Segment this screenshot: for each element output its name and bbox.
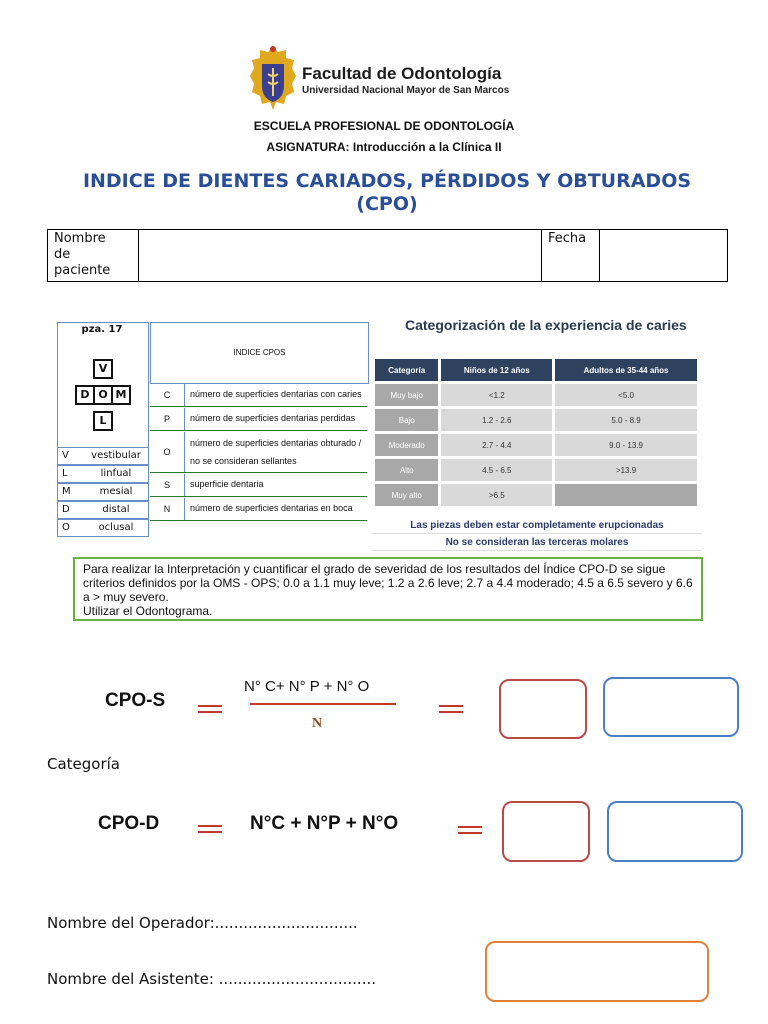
name-label-1: Nombre <box>54 231 106 246</box>
subject-name: ASIGNATURA: Introducción a la Clínica II <box>266 140 502 154</box>
cpod-expression: N°C + N°P + N°O <box>250 813 399 834</box>
caries-header: Niños de 12 años <box>441 359 552 381</box>
cpod-label: CPO-D <box>98 813 160 834</box>
cpos-row: O número de superficies dentarias obturado / no se consideran sellantes <box>150 432 367 473</box>
patient-table <box>47 229 728 282</box>
title-line-1: INDICE DE DIENTES CARIADOS, PÉRDIDOS Y OBTURADOS <box>82 170 692 192</box>
surface-d: D <box>75 385 95 405</box>
legend-row: O oclusal <box>57 519 149 537</box>
school-name: ESCUELA PROFESIONAL DE ODONTOLOGÍA <box>253 119 515 133</box>
cpos-numerator: N° C+ N° P + N° O <box>244 678 370 695</box>
instructions-box <box>73 557 703 621</box>
surface-l: L <box>93 411 113 431</box>
university-name: Universidad Nacional Mayor de San Marcos <box>302 85 510 96</box>
fraction-line <box>250 703 396 705</box>
signature-box[interactable] <box>485 941 709 1002</box>
caries-table-title: Categorización de la experiencia de caries <box>405 317 687 333</box>
cpos-row: N número de superficies dentarias en boca <box>150 498 367 521</box>
caries-note-1: Las piezas deben estar completamente erupcionadas <box>410 520 664 531</box>
cpos-row: P número de superficies dentarias perdidas <box>150 408 367 431</box>
cpod-category-box[interactable] <box>607 801 743 862</box>
surface-o: O <box>93 385 113 405</box>
table-row: Moderado 2.7 - 4.4 9.0 - 13.9 <box>375 434 697 456</box>
date-label-cell: Fecha <box>542 230 600 282</box>
equals-sign <box>195 822 225 836</box>
divider <box>372 550 702 551</box>
table-row: Alto 4.5 - 6.5 >13.9 <box>375 459 697 481</box>
surface-v: V <box>93 359 113 379</box>
operator-name: Nombre del Operador:.............................. <box>47 914 358 932</box>
name-value-cell[interactable] <box>139 230 542 282</box>
caries-table <box>372 356 700 509</box>
legend-row: V vestibular <box>57 447 149 465</box>
name-label-3: paciente <box>54 263 111 278</box>
table-row: Bajo 1.2 - 2.6 5.0 - 8.9 <box>375 409 697 431</box>
name-label-cell <box>48 230 139 282</box>
faculty-name: Facultad de Odontología <box>302 64 502 83</box>
table-row: Muy alto >6.5 <box>375 484 697 506</box>
equals-sign <box>455 823 485 837</box>
assistant-name: Nombre del Asistente: ................................. <box>47 970 377 988</box>
cpos-index-title: INDICE CPOS <box>150 322 369 384</box>
surface-m: M <box>111 385 131 405</box>
name-label-2: de <box>54 247 71 262</box>
page-title <box>0 170 768 216</box>
legend-row: M mesial <box>57 483 149 501</box>
cpos-label: CPO-S <box>105 690 166 711</box>
cpos-result-box[interactable] <box>499 679 587 739</box>
cpos-row: C número de superficies dentarias con caries <box>150 384 367 407</box>
legend-row: D distal <box>57 501 149 519</box>
caries-header: Adultos de 35-44 años <box>555 359 697 381</box>
equals-sign <box>436 702 466 716</box>
caries-header: Categoría <box>375 359 438 381</box>
cpos-row: S superficie dentaria <box>150 474 367 497</box>
categoria-label: Categoría <box>47 755 121 773</box>
university-crest-icon <box>248 44 298 114</box>
instructions-text: Para realizar la Interpretación y cuantificar el grado de severidad de los resultados del Índice CPO-D se sigue criterios definidos por la OMS - OPS; 0.0 a 1.1 muy leve; 1.2 a 2.6 leve; 2.7 a 4.4 moderado; 4.5 a 6.5 severo y 6.6 a > muy severo. <box>83 562 693 604</box>
equals-sign <box>195 702 225 716</box>
tooth-piece-label: pza. 17 <box>81 324 123 335</box>
cpod-result-box[interactable] <box>502 801 590 862</box>
cpos-category-box[interactable] <box>603 677 739 737</box>
table-row: Muy bajo <1.2 <5.0 <box>375 384 697 406</box>
title-line-2: (CPO) <box>356 193 418 215</box>
cpos-denominator: N <box>312 716 323 731</box>
legend-row: L linfual <box>57 465 149 483</box>
date-value-cell[interactable] <box>600 230 728 282</box>
instructions-text-2: Utilizar el Odontograma. <box>83 604 213 618</box>
divider <box>372 533 702 534</box>
caries-note-2: No se consideran las terceras molares <box>445 537 629 548</box>
